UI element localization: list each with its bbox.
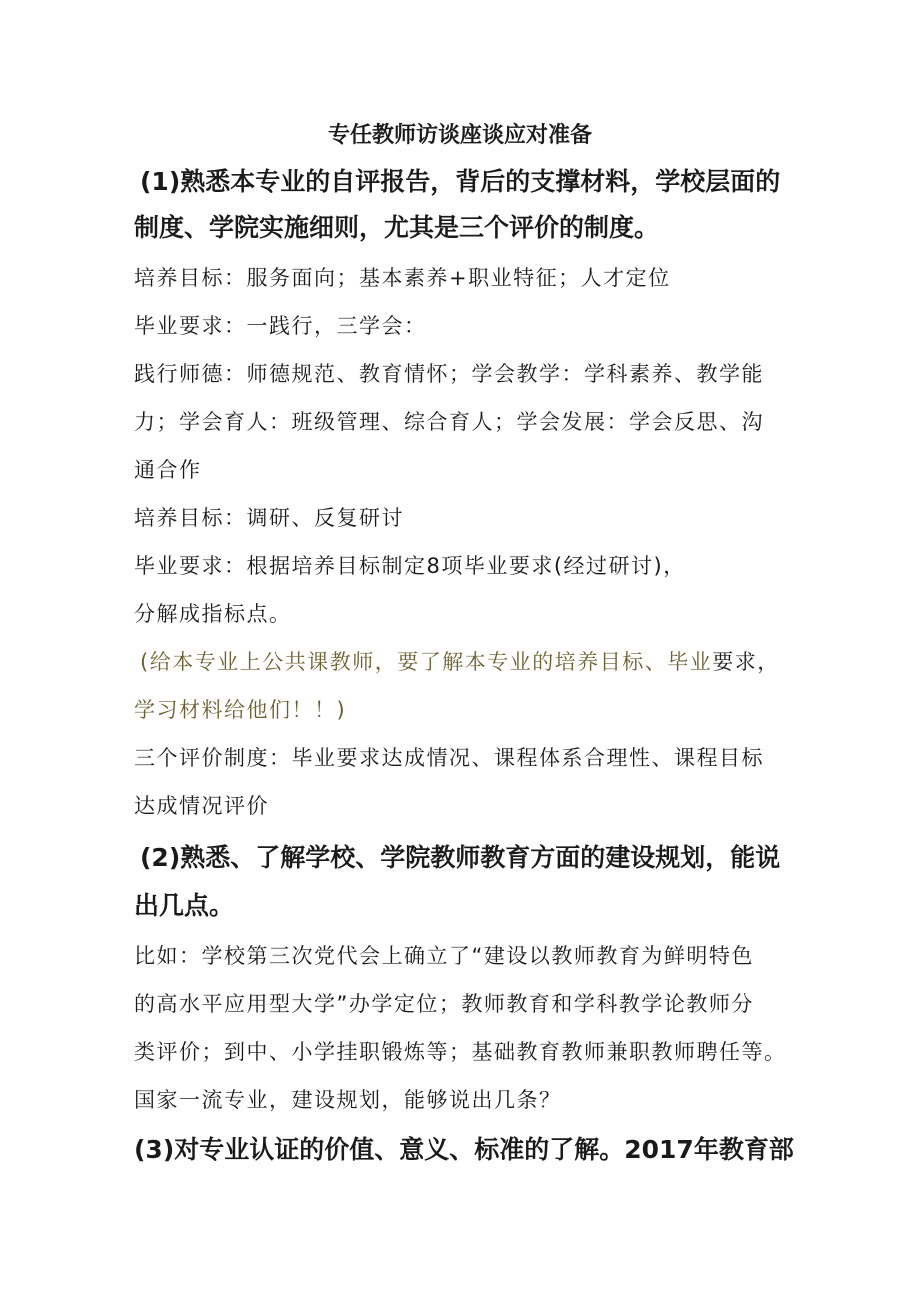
note-line-1-tail: 要求， bbox=[712, 650, 780, 674]
page-title: 专任教师访谈座谈应对准备 bbox=[327, 123, 592, 148]
note-line-1-text: (给本专业上公共课教师，要了解本专业的培养目标、毕业 bbox=[140, 650, 713, 674]
section-1-line-2: 制度、学院实施细则，尤其是三个评价的制度。 bbox=[134, 213, 660, 242]
note-line-2: 学习材料给他们！！) bbox=[134, 698, 347, 722]
section-1-line-1: (1)熟悉本专业的自评报告，背后的支撑材料，学校层面的 bbox=[140, 167, 781, 196]
paragraph-practice-line-3: 通合作 bbox=[134, 458, 202, 482]
paragraph-training-goal: 培养目标：服务面向；基本素养+职业特征；人才定位 bbox=[134, 266, 671, 290]
paragraph-example-line-3: 类评价；到中、小学挂职锻炼等；基础教育教师兼职教师聘任等。 bbox=[134, 1040, 787, 1064]
paragraph-req-8-line-2: 分解成指标点。 bbox=[134, 602, 292, 626]
paragraph-three-evals-line-2: 达成情况评价 bbox=[134, 794, 269, 818]
paragraph-practice-line-2: 力；学会育人：班级管理、综合育人；学会发展：学会反思、沟 bbox=[134, 410, 764, 434]
paragraph-national-major: 国家一流专业，建设规划，能够说出几条？ bbox=[134, 1088, 562, 1112]
paragraph-example-line-1: 比如：学校第三次党代会上确立了“建设以教师教育为鲜明特色 bbox=[134, 944, 754, 968]
section-2-line-1: (2)熟悉、了解学校、学院教师教育方面的建设规划，能说 bbox=[140, 843, 781, 872]
section-2-line-2: 出几点。 bbox=[134, 891, 235, 920]
paragraph-req-8-line-1: 毕业要求：根据培养目标制定8项毕业要求(经过研讨)， bbox=[134, 554, 686, 578]
paragraph-graduation-req: 毕业要求：一践行，三学会： bbox=[134, 314, 427, 338]
paragraph-practice-line-1: 践行师德：师德规范、教育情怀；学会教学：学科素养、教学能 bbox=[134, 362, 764, 386]
paragraph-goal-research: 培养目标：调研、反复研讨 bbox=[134, 506, 404, 530]
section-3-line-1: (3)对专业认证的价值、意义、标准的了解。2017年教育部 bbox=[134, 1135, 794, 1164]
paragraph-example-line-2: 的高水平应用型大学”办学定位；教师教育和学科教学论教师分 bbox=[134, 992, 754, 1016]
paragraph-three-evals-line-1: 三个评价制度：毕业要求达成情况、课程体系合理性、课程目标 bbox=[134, 746, 764, 770]
note-line-1 bbox=[140, 646, 780, 676]
